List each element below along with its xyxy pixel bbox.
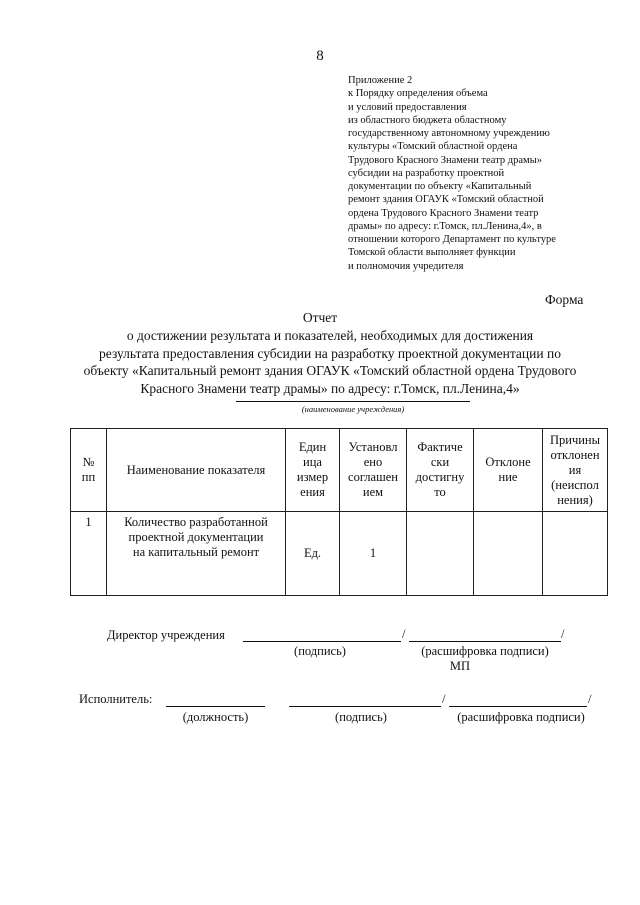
organization-name-field[interactable] <box>236 401 470 402</box>
table-row <box>71 512 608 596</box>
header-cell-planned: Установл ено соглашен ием <box>340 429 407 512</box>
director-decoding-field[interactable] <box>409 641 561 642</box>
cell-reasons[interactable] <box>543 512 608 596</box>
separator-slash: / <box>402 627 406 641</box>
appendix-line: к Порядку определения объема <box>348 88 488 100</box>
cell-number: 1 <box>71 512 107 596</box>
separator-slash: / <box>588 692 592 706</box>
appendix-line: драмы» по адресу: г.Томск, пл.Ленина,4», в <box>348 220 542 232</box>
executor-position-field[interactable] <box>166 706 265 707</box>
executor-signature-caption: (подпись) <box>335 710 387 724</box>
cell-planned: 1 <box>340 512 407 596</box>
director-label: Директор учреждения <box>107 628 225 642</box>
appendix-line: культуры «Томский областной ордена <box>348 141 518 153</box>
director-decoding-caption: (расшифровка подписи) <box>421 644 549 658</box>
header-cell-unit: Един ица измер ения <box>286 429 340 512</box>
appendix-header <box>348 74 618 273</box>
appendix-line: ордена Трудового Красного Знамени театр <box>348 207 539 219</box>
appendix-line: Трудового Красного Знамени театр драмы» <box>348 154 542 166</box>
header-cell-actual: Фактиче ски достигну то <box>407 429 474 512</box>
appendix-line: ремонт здания ОГАУК «Томский областной <box>348 194 544 206</box>
appendix-line: и полномочия учредителя <box>348 260 464 272</box>
separator-slash: / <box>442 692 446 706</box>
report-title: Отчет <box>302 310 338 325</box>
appendix-line: документации по объекту «Капитальный <box>348 181 532 192</box>
separator-slash: / <box>561 627 565 641</box>
results-table <box>70 428 608 596</box>
form-label: Форма <box>545 292 584 307</box>
header-cell-indicator-name: Наименование показателя <box>107 429 286 512</box>
director-signature-caption: (подпись) <box>294 644 346 658</box>
appendix-line: и условий предоставления <box>348 101 467 113</box>
report-subtitle <box>20 327 640 397</box>
organization-name-caption: (наименование учреждения) <box>301 404 405 414</box>
subtitle-line: результата предоставления субсидии на разработку проектной документации по <box>99 345 561 361</box>
executor-position-caption: (должность) <box>182 710 249 724</box>
cell-actual[interactable] <box>407 512 474 596</box>
header-cell-number: № пп <box>71 429 107 512</box>
appendix-line: государственному автономному учреждению <box>348 128 550 139</box>
appendix-line: субсидии на разработку проектной <box>348 167 505 179</box>
cell-indicator-name: Количество разработанной проектной документации на капитальный ремонт <box>107 512 286 596</box>
cell-deviation[interactable] <box>474 512 543 596</box>
subtitle-line: объекту «Капитальный ремонт здания ОГАУК «Томский областной ордена Трудового <box>83 363 577 378</box>
header-cell-reasons: Причины отклонен ия (неиспол нения) <box>543 429 608 512</box>
appendix-line: Приложение 2 <box>348 75 413 86</box>
appendix-line: из областного бюджета областному <box>348 114 507 126</box>
director-signature-field[interactable] <box>243 641 401 642</box>
executor-decoding-field[interactable] <box>449 706 587 707</box>
executor-signature-field[interactable] <box>289 706 441 707</box>
appendix-line: Томской области выполняет функции <box>348 247 516 259</box>
appendix-line: отношении которого Департамент по культуре <box>348 234 556 245</box>
executor-label: Исполнитель: <box>79 692 153 706</box>
header-cell-deviation: Отклоне ние <box>474 429 543 512</box>
stamp-label: МП <box>449 659 471 673</box>
subtitle-line: о достижении результата и показателей, необходимых для достижения <box>126 328 534 343</box>
subtitle-line: Красного Знамени театр драмы» по адресу: г.Томск, пл.Ленина,4» <box>140 380 520 396</box>
executor-decoding-caption: (расшифровка подписи) <box>457 710 585 724</box>
table-header-row <box>71 429 608 512</box>
cell-unit: Ед. <box>286 512 340 596</box>
page-number: 8 <box>316 48 324 64</box>
